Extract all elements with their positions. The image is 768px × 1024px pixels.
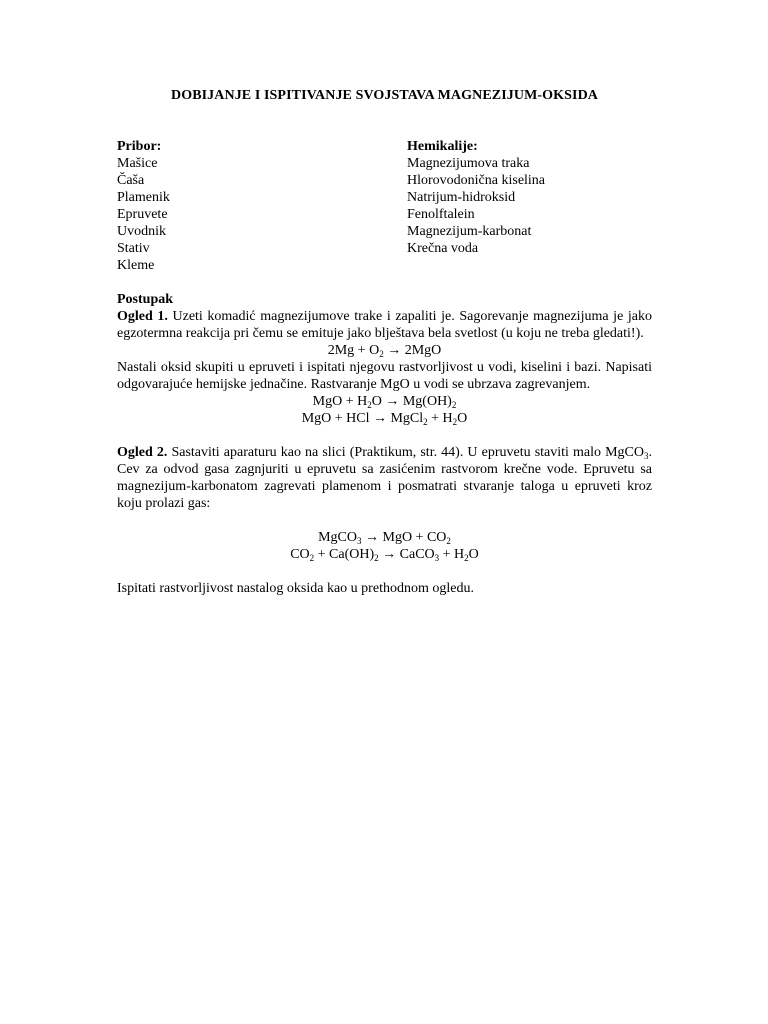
- equation: [117, 393, 652, 410]
- equation-subscript: 2: [367, 400, 372, 410]
- equipment-item: Kleme: [117, 258, 155, 273]
- equation-part: CO: [290, 547, 310, 562]
- experiment-1-label: Ogled 1.: [117, 309, 168, 324]
- equipment-item: Stativ: [117, 241, 150, 256]
- equation-subscript: 3: [434, 553, 440, 563]
- equation: [117, 529, 652, 546]
- experiment-2-paragraph: [117, 444, 652, 512]
- procedure-section: [117, 291, 652, 597]
- experiment-2-text: Sastaviti aparaturu kao na slici (Praktikum, str. 44). U epruvetu staviti malo MgCO: [167, 445, 644, 460]
- equipment-item: Epruvete: [117, 207, 168, 222]
- equation-subscript: 2: [309, 553, 315, 563]
- equation-part: + H: [439, 547, 465, 562]
- equation-part: → 2MgO: [383, 343, 442, 358]
- chemical-item: Natrijum-hidroksid: [407, 190, 516, 205]
- equation-subscript: 2: [446, 536, 451, 546]
- equipment-list: [117, 138, 407, 274]
- document-title: DOBIJANJE I ISPITIVANJE SVOJSTAVA MAGNEZIJUM-OKSIDA: [171, 88, 598, 103]
- equation-subscript: 2: [423, 417, 428, 427]
- experiment-2-text-2: Ispitati rastvorljivost nastalog oksida kao u prethodnom ogledu.: [117, 581, 474, 596]
- equipment-heading: Pribor:: [117, 139, 162, 154]
- materials-section: [117, 138, 652, 274]
- equation-part: MgO + HCl → MgCl: [301, 411, 424, 426]
- chemical-item: Magnezijumova traka: [407, 156, 530, 171]
- equipment-item: Čaša: [117, 173, 145, 188]
- equation-part: MgCO: [318, 530, 357, 545]
- equipment-item: Mašice: [117, 156, 158, 171]
- equation-subscript: 2: [451, 400, 457, 410]
- equation-subscript: 3: [357, 536, 362, 546]
- chemical-item: Fenolftalein: [407, 207, 475, 222]
- equation-part: → CaCO: [378, 547, 435, 562]
- experiment-1-text: Uzeti komadić magnezijumove trake i zapaliti je. Sagorevanje magnezijuma je jako egzotermna reakcija pri čemu se emituje jako blještava bela svetlost (u koju ne treba gledati!).: [117, 309, 652, 341]
- equation-part: 2Mg + O: [327, 343, 380, 358]
- experiment-1-text-2: Nastali oksid skupiti u epruveti i ispitati njegovu rastvorljivost u vodi, kiselini i bazi. Napisati odgovarajuće hemijske jednačine. Rastvaranje MgO u vodi se ubrzava zagrevanjem.: [117, 360, 652, 392]
- text-subscript: 3: [644, 451, 649, 461]
- equation-subscript: 2: [379, 349, 384, 359]
- equation-subscript: 2: [374, 553, 379, 563]
- equation-part: + Ca(OH): [314, 547, 375, 562]
- chemical-item: Hlorovodonična kiselina: [407, 173, 546, 188]
- equation-part: → MgO + CO: [361, 530, 447, 545]
- spacer: [117, 512, 652, 529]
- equation-part: O: [457, 411, 468, 426]
- chemical-item: Magnezijum-karbonat: [407, 224, 532, 239]
- equation-part: + H: [427, 411, 453, 426]
- chemical-item: Krečna voda: [407, 241, 479, 256]
- equation: [117, 546, 652, 563]
- chemicals-list: [407, 138, 652, 274]
- procedure-heading: Postupak: [117, 292, 174, 307]
- equipment-item: Uvodnik: [117, 224, 166, 239]
- spacer: [117, 563, 652, 580]
- equation-part: O: [468, 547, 479, 562]
- experiment-2-label: Ogled 2.: [117, 445, 168, 460]
- spacer: [117, 427, 652, 444]
- experiment-2-text: . Cev za odvod gasa zagnjuriti u epruvetu sa zasićenim rastvorom krečne vode. Epruvetu sa magnezijum-karbonatom zagrevati plamenom i posmatrati stvaranje taloga u epruveti kroz koju prolazi gas:: [117, 445, 652, 511]
- equipment-item: Plamenik: [117, 190, 170, 205]
- equation-subscript: 2: [452, 417, 458, 427]
- equation-part: MgO + H: [312, 394, 368, 409]
- experiment-1-paragraph: [117, 308, 652, 342]
- document-page: [117, 87, 652, 597]
- equation: [117, 342, 652, 359]
- chemicals-heading: Hemikalije:: [407, 139, 478, 154]
- equation-part: O → Mg(OH): [371, 394, 452, 409]
- equation-subscript: 2: [464, 553, 469, 563]
- equation: [117, 410, 652, 427]
